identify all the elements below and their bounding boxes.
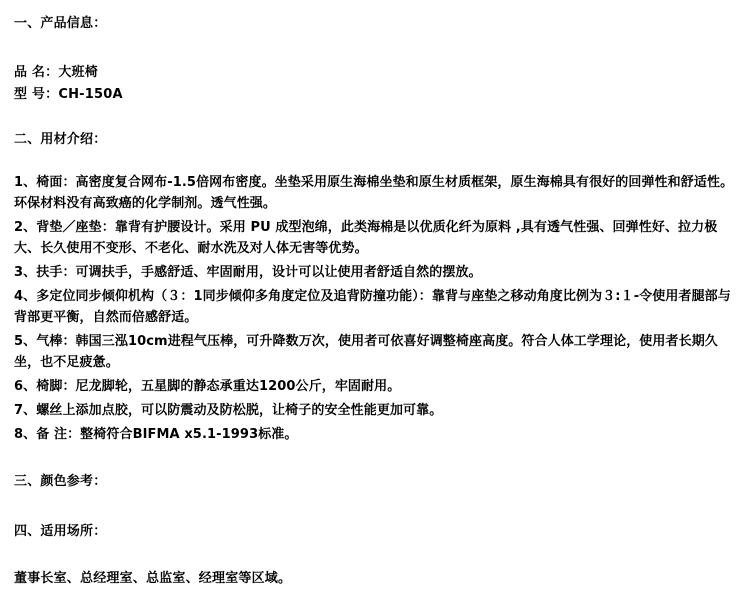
section-usage-locations — [14, 522, 736, 590]
spacer — [14, 548, 736, 568]
list-item: 1、椅面：高密度复合网布-1.5倍网布密度。坐垫采用原生海棉坐垫和原生材质框架，原生海棉具有很好的回弹性和舒适性。环保材料没有高致癌的化学制剂。透气性强。 — [14, 175, 734, 211]
spacer — [14, 156, 736, 170]
section-product-info — [14, 14, 736, 106]
spacer — [14, 498, 736, 522]
spacer — [14, 448, 736, 472]
list-item: 7、螺丝上添加点胶，可以防震动及防松脱，让椅子的安全性能更加可靠。 — [14, 403, 443, 418]
list-item: 8、备 注：整椅符合BIFMA x5.1-1993标准。 — [14, 427, 298, 442]
list-item: 2、背垫／座垫：靠背有护腰设计。采用 PU 成型泡绵，此类海棉是以优质化纤为原料 ,具有透气性强、回弹性好、拉力极大、长久使用不变形、不老化、耐水洗及对人体无害等优势。 — [14, 220, 718, 256]
product-fields — [14, 62, 736, 106]
list-item: 5、气棒：韩国三泓10cm进程气压棒，可升降数万次，使用者可依喜好调整椅座高度。符合人体工学理论，使用者长期久坐，也不足疲惫。 — [14, 334, 718, 370]
product-name-line: 品 名：大班椅 — [14, 65, 98, 80]
usage-locations-note: 董事长室、总经理室、总监室、经理室等区域。 — [14, 571, 292, 586]
section-heading-product-info: 一、产品信息： — [14, 16, 107, 31]
section-heading-color-reference: 三、颜色参考： — [14, 474, 107, 489]
section-heading-materials: 二、用材介绍： — [14, 132, 107, 147]
list-item: 4、多定位同步倾仰机构（３：1同步倾仰多角度定位及追背防撞功能）：靠背与座垫之移动角度比例为３:１-令使用者腿部与背部更平衡，自然而倍感舒适。 — [14, 289, 731, 325]
list-item: 6、椅脚：尼龙脚轮，五星脚的静态承重达1200公斤，牢固耐用。 — [14, 379, 401, 394]
section-heading-usage-locations: 四、适用场所： — [14, 524, 107, 539]
product-model-line: 型 号：CH-150A — [14, 87, 123, 102]
spacer — [14, 106, 736, 130]
section-materials — [14, 130, 736, 445]
list-item: 3、扶手：可调扶手，手感舒适、牢固耐用，设计可以让使用者舒适自然的摆放。 — [14, 265, 482, 280]
spacer — [14, 40, 736, 60]
materials-list — [14, 172, 736, 445]
section-color-reference — [14, 472, 736, 492]
